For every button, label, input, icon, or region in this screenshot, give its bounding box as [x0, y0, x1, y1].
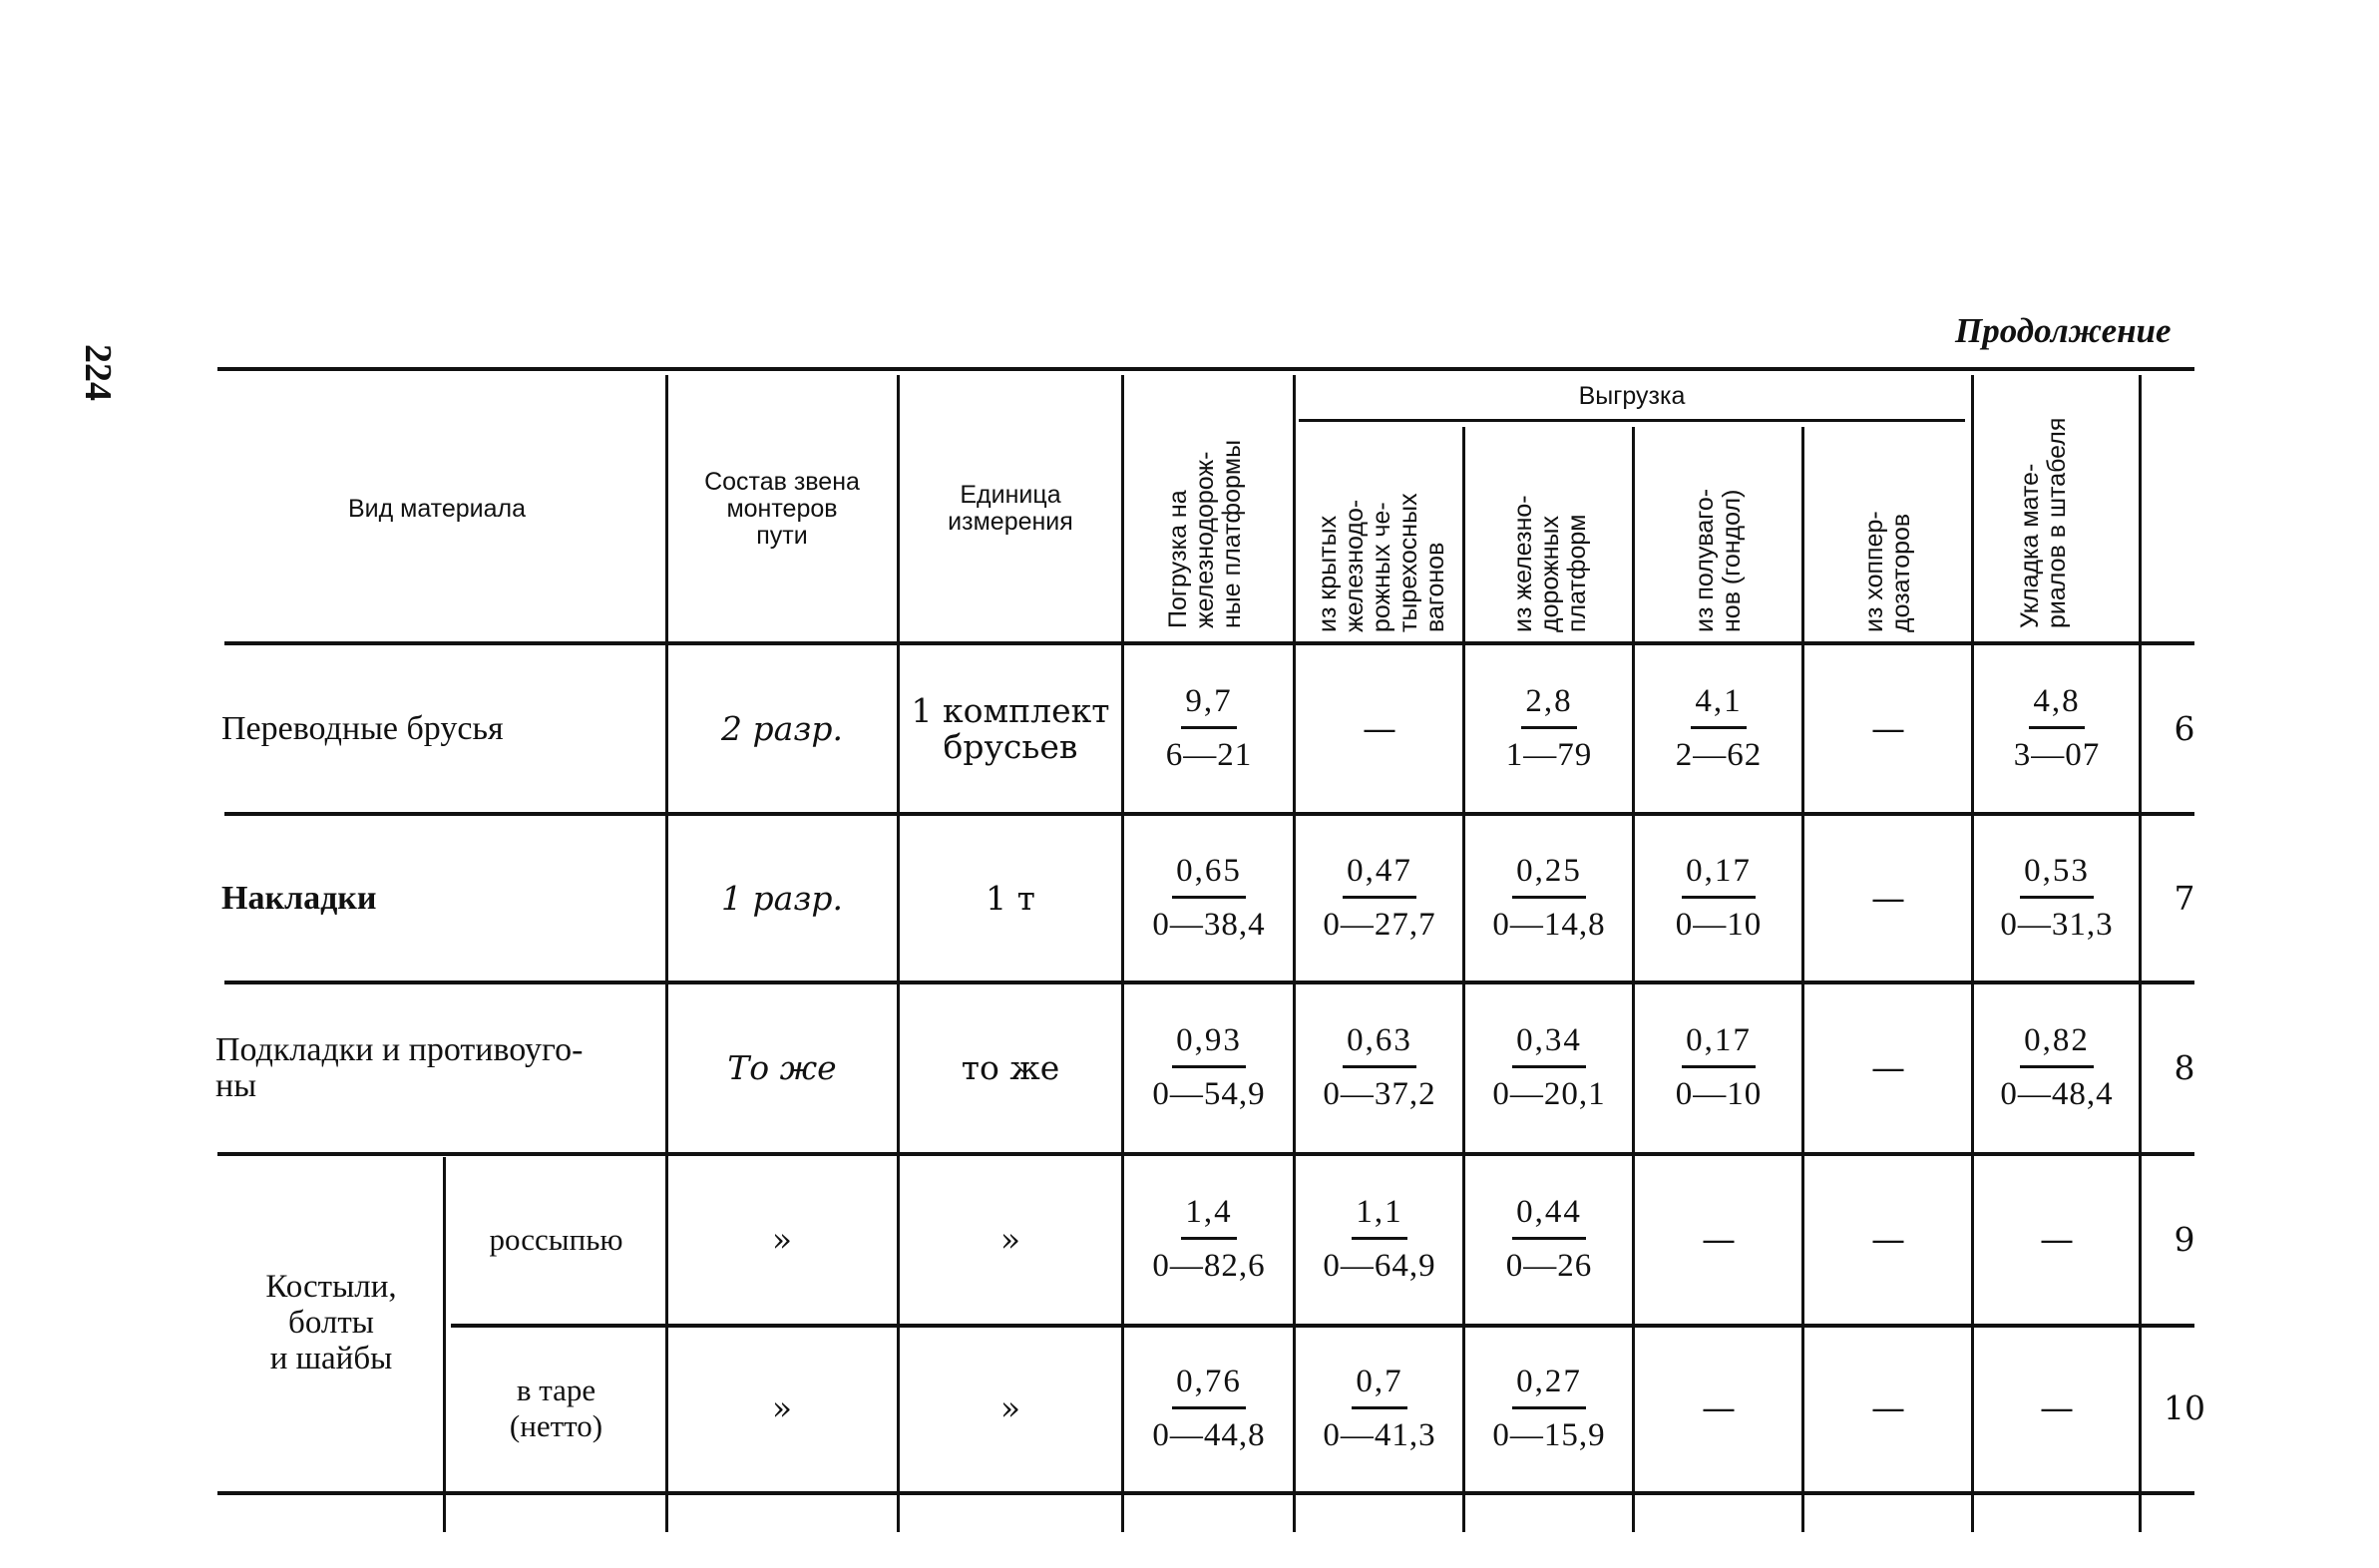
gondola-value — [1638, 646, 1799, 811]
platform-value — [1468, 1328, 1630, 1489]
hopper-value: — — [1871, 1219, 1905, 1260]
price: 3—07 — [2013, 737, 2101, 773]
header-unload-covered: из крытых железнодо- рожных че- тырехосных вагонов — [1314, 493, 1449, 632]
subcol-rule — [443, 1157, 446, 1532]
crew-grade: 1 разр. — [721, 878, 843, 918]
row-number: 8 — [2174, 1047, 2195, 1087]
price: 0—27,7 — [1323, 907, 1436, 943]
loading-value — [1127, 1328, 1291, 1489]
material-name: Костыли, болты и шайбы — [265, 1269, 397, 1376]
price: 0—41,3 — [1323, 1416, 1436, 1453]
price: 1—79 — [1505, 737, 1593, 773]
price: 0—31,3 — [2000, 907, 2114, 943]
covered-value: — — [1363, 708, 1396, 749]
price: 0—10 — [1675, 1076, 1763, 1112]
col-rule — [1121, 375, 1124, 1532]
hopper-value: — — [1871, 1388, 1905, 1428]
covered-value — [1299, 1328, 1460, 1489]
loading-value — [1127, 1157, 1291, 1322]
col-rule — [1632, 427, 1635, 1532]
header-unit: Единица измерения — [948, 481, 1073, 536]
material-name: Накладки — [221, 879, 377, 917]
crew-grade: То же — [727, 1047, 837, 1087]
crew-grade: 2 разр. — [721, 708, 843, 748]
price: 0—48,4 — [2000, 1076, 2114, 1112]
measure-unit: 1 т — [986, 878, 1035, 918]
material-subtype: россыпью — [489, 1221, 623, 1257]
gondola-value: — — [1702, 1219, 1736, 1260]
platform-value — [1468, 646, 1630, 811]
price: 0—14,8 — [1492, 907, 1606, 943]
page-number: 224 — [77, 344, 119, 401]
gondola-value — [1638, 816, 1799, 980]
norm-time: 0,76 — [1172, 1364, 1246, 1409]
loading-value — [1127, 646, 1291, 811]
norm-time: 0,44 — [1512, 1194, 1586, 1240]
header-material: Вид материала — [347, 494, 527, 523]
loading-value — [1127, 816, 1291, 980]
header-stacking: Укладка мате- риалов в штабеля — [2016, 417, 2071, 628]
header-unloading: Выгрузка — [1578, 381, 1686, 410]
price: 0—82,6 — [1152, 1248, 1266, 1284]
covered-value — [1299, 1157, 1460, 1322]
norm-time: 0,82 — [2020, 1022, 2094, 1068]
stacking-value: — — [2040, 1219, 2074, 1260]
material-subtype: в таре (нетто) — [509, 1372, 603, 1443]
hopper-value: — — [1871, 1047, 1905, 1088]
stacking-value — [1977, 646, 2137, 811]
crew-grade: » — [771, 1219, 793, 1259]
stacking-value — [1977, 985, 2137, 1150]
table-top-rule — [217, 367, 2194, 371]
hopper-value: — — [1871, 708, 1905, 749]
unloading-group-rule — [1299, 419, 1965, 422]
price: 0—15,9 — [1492, 1416, 1606, 1453]
price: 0—37,2 — [1323, 1076, 1436, 1112]
gondola-value: — — [1702, 1388, 1736, 1428]
measure-unit: » — [999, 1219, 1021, 1259]
covered-value — [1299, 985, 1460, 1150]
norm-time: 2,8 — [1521, 683, 1576, 729]
norm-time: 0,63 — [1343, 1022, 1416, 1068]
header-unload-hopper: из хоппер- дозаторов — [1860, 511, 1915, 632]
header-crew: Состав звена монтеров пути — [704, 467, 860, 550]
col-rule — [1801, 427, 1804, 1532]
row-number: 7 — [2174, 878, 2195, 918]
price: 6—21 — [1165, 737, 1253, 773]
header-unload-platform: из железно- дорожных платформ — [1509, 495, 1591, 632]
col-rule — [1971, 375, 1974, 1532]
crew-grade: » — [771, 1388, 793, 1427]
price: 0—38,4 — [1152, 907, 1266, 943]
header-loading: Погрузка на железнодорож- ные платформы — [1164, 439, 1246, 628]
norm-time: 0,7 — [1352, 1364, 1406, 1409]
norm-time: 9,7 — [1181, 683, 1236, 729]
col-rule — [1462, 427, 1465, 1532]
price: 0—26 — [1505, 1248, 1593, 1284]
platform-value — [1468, 816, 1630, 980]
norm-time: 0,17 — [1682, 853, 1756, 899]
price: 0—20,1 — [1492, 1076, 1606, 1112]
norm-time: 1,4 — [1181, 1194, 1236, 1240]
norm-time: 0,65 — [1172, 853, 1246, 899]
covered-value — [1299, 816, 1460, 980]
measure-unit: » — [999, 1388, 1021, 1427]
material-name: Подкладки и противоуго- ны — [215, 1030, 584, 1104]
price: 0—10 — [1675, 907, 1763, 943]
measure-unit: то же — [961, 1047, 1060, 1087]
col-rule — [2139, 375, 2142, 1532]
price: 0—54,9 — [1152, 1076, 1266, 1112]
row-number: 6 — [2174, 708, 2195, 748]
norm-time: 4,1 — [1691, 683, 1746, 729]
norm-time: 0,34 — [1512, 1022, 1586, 1068]
norm-time: 0,17 — [1682, 1022, 1756, 1068]
col-rule — [665, 375, 668, 1532]
price: 0—44,8 — [1152, 1416, 1266, 1453]
norm-time: 1,1 — [1352, 1194, 1406, 1240]
table-bottom-rule — [217, 1491, 2194, 1495]
stacking-value — [1977, 816, 2137, 980]
norm-time: 0,47 — [1343, 853, 1416, 899]
price: 0—64,9 — [1323, 1248, 1436, 1284]
norm-time: 0,93 — [1172, 1022, 1246, 1068]
row-number: 10 — [2164, 1388, 2205, 1427]
header-unload-gondola: из полуваго- нов (гондол) — [1691, 488, 1746, 632]
measure-unit: 1 комплект брусьев — [911, 690, 1110, 766]
platform-value — [1468, 985, 1630, 1150]
price: 2—62 — [1675, 737, 1763, 773]
header-bottom-rule — [224, 641, 2194, 645]
norm-time: 0,27 — [1512, 1364, 1586, 1409]
row-rule — [224, 980, 2194, 984]
norm-time: 0,25 — [1512, 853, 1586, 899]
stacking-value: — — [2040, 1388, 2074, 1428]
gondola-value — [1638, 985, 1799, 1150]
row-number: 9 — [2174, 1219, 2195, 1259]
norm-time: 4,8 — [2029, 683, 2084, 729]
col-rule — [897, 375, 900, 1532]
continuation-label: Продолжение — [1955, 311, 2172, 350]
hopper-value: — — [1871, 878, 1905, 919]
loading-value — [1127, 985, 1291, 1150]
norm-time: 0,53 — [2020, 853, 2094, 899]
material-name: Переводные брусья — [221, 709, 504, 747]
col-rule — [1293, 375, 1296, 1532]
platform-value — [1468, 1157, 1630, 1322]
row-rule — [217, 1152, 2194, 1156]
